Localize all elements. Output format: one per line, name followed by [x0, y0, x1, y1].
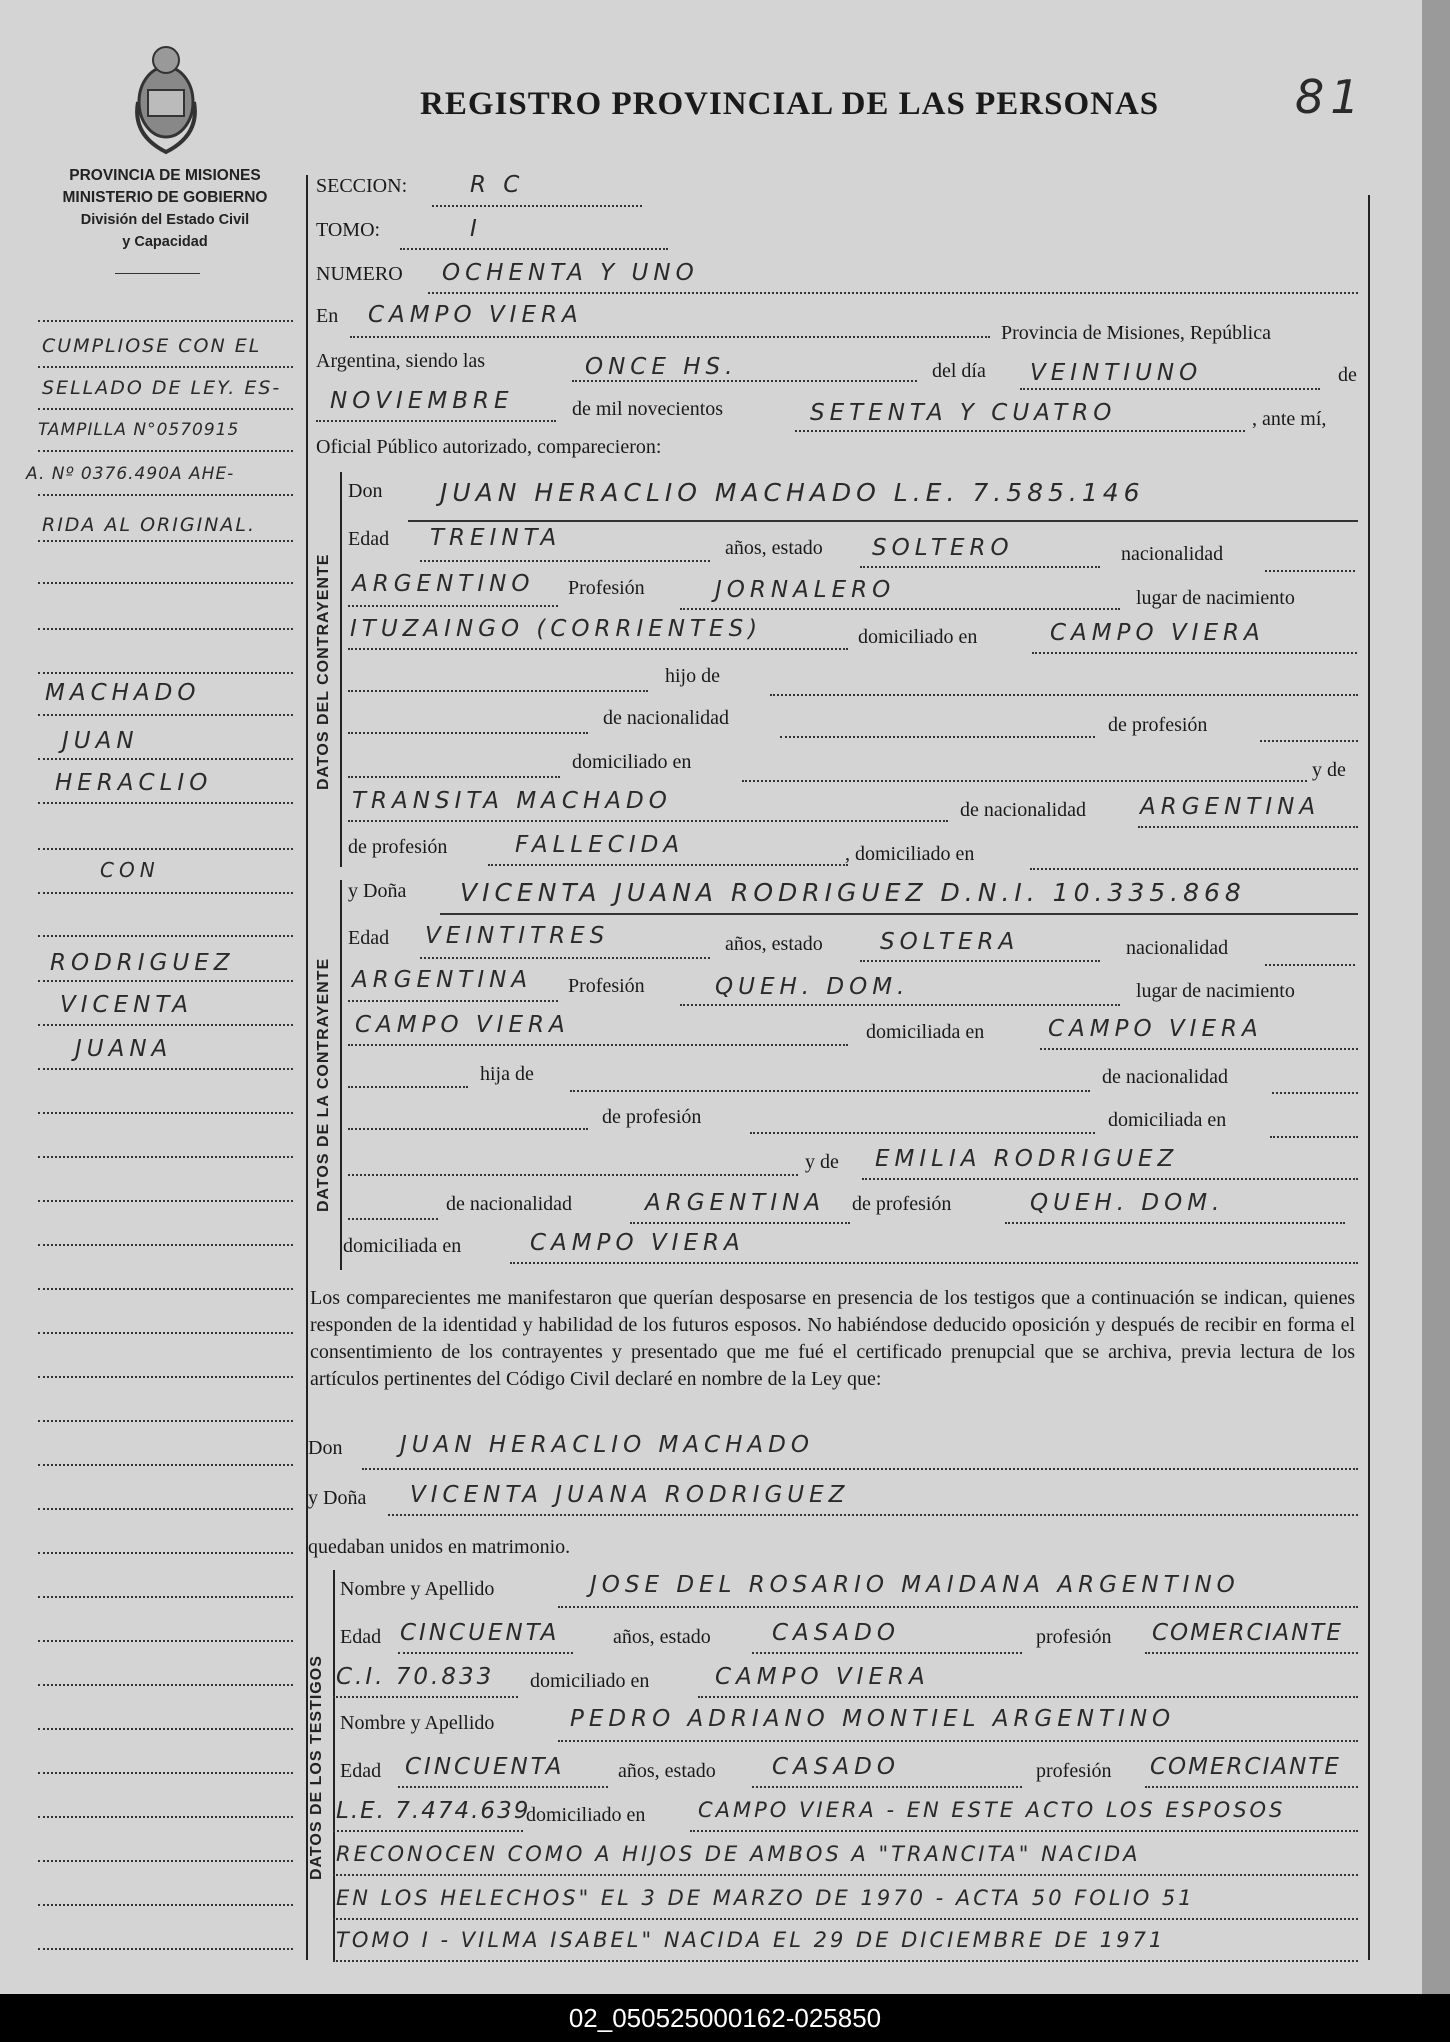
edad-label: Edad — [348, 927, 390, 949]
testigos-border — [333, 1570, 335, 1960]
domiciliado-en-label: domiciliado en — [858, 626, 978, 648]
ante-mi-text: , ante mí, — [1252, 408, 1327, 430]
declaracion-paragraph: Los comparecientes me manifestaron que querían desposarse en presencia de los testigos que a continuación se indican, quienes responden de la identidad y habilidad de los futuros esposos. No habiéndose deducido oposición y después de recibir en forma el consentimiento de los contrayentes y presentado que me fué el certificado prenupcial que se archiva, previa lectura de los artículos pertinentes del Código Civil declaré en nombre de la Ley que: — [310, 1287, 1355, 1390]
t1-edad-label: Edad — [340, 1626, 382, 1648]
declaracion-dona-label: y Doña — [308, 1487, 367, 1509]
tomo-value: I — [470, 216, 482, 242]
contrayente-profesion: JORNALERO — [715, 577, 896, 603]
profesion-label: Profesión — [568, 975, 645, 997]
margin-name: JUANA — [75, 1036, 173, 1062]
seccion-value: R C — [470, 172, 525, 198]
page-title: REGISTRO PROVINCIAL DE LAS PERSONAS — [420, 86, 1160, 122]
y-de-label: y de — [1312, 759, 1346, 781]
org-line-2: MINISTERIO DE GOBIERNO — [62, 189, 268, 206]
de-label: de — [1338, 364, 1357, 386]
org-line-4: y Capacidad — [122, 234, 208, 250]
domiciliada-en-label: domiciliada en — [866, 1021, 985, 1043]
contrayente-madre-prof: FALLECIDA — [515, 832, 685, 858]
hora-value: ONCE HS. — [585, 354, 738, 380]
contrayente-lugar-nac: ITUZAINGO (CORRIENTES) — [350, 616, 763, 642]
mes-value: NOVIEMBRE — [330, 388, 514, 414]
argentina-text: Argentina, siendo las — [316, 350, 486, 372]
lugar-nac-label: lugar de nacimiento — [1136, 587, 1295, 609]
nacionalidad-label: nacionalidad — [1126, 937, 1229, 959]
org-underline — [115, 273, 200, 274]
t1-prof-label: profesión — [1036, 1626, 1112, 1648]
anios-estado-label: años, estado — [725, 537, 823, 559]
mil-text: de mil novecientos — [572, 398, 724, 420]
contrayente-madre-nac: ARGENTINA — [1140, 794, 1321, 820]
contrayenta-madre-dom: CAMPO VIERA — [530, 1230, 745, 1256]
dia-value: VEINTIUNO — [1030, 360, 1203, 386]
t1-nombre-label: Nombre y Apellido — [340, 1578, 495, 1600]
t2-note-line: TOMO I - VILMA ISABEL" NACIDA EL 29 DE DICIEMBRE DE 1971 — [336, 1928, 1166, 1952]
margin-note-line: A. Nº 0376.490A AHE- — [26, 464, 235, 484]
contrayenta-section-label: DATOS DE LA CONTRAYENTE — [315, 957, 332, 1212]
contrayente-domicilio: CAMPO VIERA — [1050, 620, 1265, 646]
anios-estado-label: años, estado — [725, 933, 823, 955]
y-de-label: y de — [805, 1151, 839, 1173]
contrayenta-profesion: QUEH. DOM. — [715, 974, 910, 1000]
contrayente-nombre: JUAN HERACLIO MACHADO L.E. 7.585.146 — [440, 478, 1145, 507]
contrayenta-madre: EMILIA RODRIGUEZ — [875, 1146, 1179, 1172]
contrayente-edad: TREINTA — [430, 525, 562, 551]
margin-note-line: CUMPLIOSE CON EL — [42, 335, 262, 357]
padre-prof-label: de profesión — [602, 1106, 702, 1128]
declaracion-cierre: quedaban unidos en matrimonio. — [308, 1536, 571, 1558]
contrayenta-madre-nac: ARGENTINA — [645, 1190, 826, 1216]
t1-edad: CINCUENTA — [400, 1620, 560, 1646]
t2-note-line: EN LOS HELECHOS" EL 3 DE MARZO DE 1970 - ACTA 50 FOLIO 51 — [336, 1886, 1195, 1910]
contrayenta-estado: SOLTERA — [880, 929, 1020, 955]
page-edge — [1422, 0, 1450, 1994]
margin-name: HERACLIO — [55, 770, 213, 796]
declaracion-dona: VICENTA JUANA RODRIGUEZ — [410, 1482, 850, 1508]
declaracion-don-label: Don — [308, 1437, 343, 1459]
padre-profesion-label: de profesión — [1108, 714, 1208, 736]
t2-edad: CINCUENTA — [405, 1754, 565, 1780]
padre-domicilio-label: domiciliado en — [572, 751, 692, 773]
anio-value: SETENTA Y CUATRO — [810, 400, 1117, 426]
madre-dom-label: , domiciliado en — [845, 843, 975, 865]
scan-code: 02_050525000162-025850 — [0, 1994, 1450, 2042]
contrayente-estado: SOLTERO — [872, 535, 1014, 561]
contrayente-nacionalidad: ARGENTINO — [352, 571, 535, 597]
contrayente-madre: TRANSITA MACHADO — [352, 788, 672, 814]
contrayenta-edad: VEINTITRES — [425, 923, 610, 949]
madre-prof-label: de profesión — [348, 836, 448, 858]
lugar-value: CAMPO VIERA — [368, 302, 583, 328]
madre-dom-label: domiciliada en — [343, 1235, 462, 1257]
madre-prof-label: de profesión — [852, 1193, 952, 1215]
dona-label: y Doña — [348, 880, 407, 902]
padre-nacionalidad-label: de nacionalidad — [603, 707, 730, 729]
t2-note-line: RECONOCEN COMO A HIJOS DE AMBOS A "TRANCITA" NACIDA — [336, 1842, 1141, 1866]
numero-value: OCHENTA Y UNO — [442, 260, 699, 286]
margin-note-line: TAMPILLA N°0570915 — [38, 420, 240, 440]
margin-note-line: RIDA AL ORIGINAL. — [42, 514, 257, 536]
t1-nombre: JOSE DEL ROSARIO MAIDANA ARGENTINO — [590, 1572, 1240, 1598]
org-line-3: División del Estado Civil — [80, 212, 250, 228]
contrayenta-lugar-nac: CAMPO VIERA — [355, 1012, 570, 1038]
margin-note-line: SELLADO DE LEY. ES- — [42, 377, 282, 399]
hija-de-label: hija de — [480, 1063, 534, 1085]
seccion-label: SECCION: — [316, 175, 408, 197]
t2-estado: CASADO — [772, 1754, 900, 1780]
t1-estado: CASADO — [772, 1620, 900, 1646]
lugar-nac-label: lugar de nacimiento — [1136, 980, 1295, 1002]
page-number: 81 — [1295, 70, 1366, 124]
hijo-de-label: hijo de — [665, 665, 720, 687]
madre-nac-label: de nacionalidad — [446, 1193, 573, 1215]
nacionalidad-label: nacionalidad — [1121, 543, 1224, 565]
padre-nac-label: de nacionalidad — [1102, 1066, 1229, 1088]
t2-dom: CAMPO VIERA - EN ESTE ACTO LOS ESPOSOS — [698, 1798, 1286, 1822]
margin-name: MACHADO — [45, 680, 201, 706]
t1-dom-label: domiciliado en — [530, 1670, 650, 1692]
provincia-text: Provincia de Misiones, República — [1001, 322, 1271, 344]
contrayente-section-label: DATOS DEL CONTRAYENTE — [315, 553, 332, 790]
declaracion-don: JUAN HERACLIO MACHADO — [400, 1432, 814, 1458]
en-label: En — [316, 305, 339, 327]
org-header — [30, 165, 300, 253]
coat-of-arms-icon — [128, 40, 204, 158]
t1-doc: C.I. 70.833 — [336, 1664, 495, 1690]
contrayenta-nacionalidad: ARGENTINA — [352, 967, 533, 993]
t1-prof: COMERCIANTE — [1152, 1620, 1343, 1646]
dia-label: del día — [932, 360, 986, 382]
t2-nombre-label: Nombre y Apellido — [340, 1712, 495, 1734]
tomo-label: TOMO: — [316, 219, 381, 241]
contrayenta-domicilio: CAMPO VIERA — [1048, 1016, 1263, 1042]
t1-estado-label: años, estado — [613, 1626, 711, 1648]
org-line-1: PROVINCIA DE MISIONES — [69, 167, 261, 184]
profesion-label: Profesión — [568, 577, 645, 599]
margin-name: CON — [100, 858, 160, 882]
t2-dom-label: domiciliado en — [526, 1804, 646, 1826]
edad-label: Edad — [348, 528, 390, 550]
oficial-text: Oficial Público autorizado, comparecieron: — [316, 436, 662, 458]
madre-nac-label: de nacionalidad — [960, 799, 1087, 821]
don-label: Don — [348, 480, 383, 502]
margin-name: VICENTA — [60, 992, 193, 1018]
numero-label: NUMERO — [316, 263, 403, 285]
contrayenta-nombre: VICENTA JUANA RODRIGUEZ D.N.I. 10.335.868 — [460, 878, 1246, 907]
margin-name: JUAN — [62, 728, 139, 754]
contrayenta-border — [340, 880, 342, 1270]
contrayente-border — [340, 472, 342, 867]
t2-doc: L.E. 7.474.639 — [336, 1798, 531, 1824]
t2-prof: COMERCIANTE — [1150, 1754, 1341, 1780]
t2-nombre: PEDRO ADRIANO MONTIEL ARGENTINO — [570, 1706, 1176, 1732]
main-right-border — [1368, 195, 1370, 1960]
padre-dom-label: domiciliada en — [1108, 1109, 1227, 1131]
margin-name: RODRIGUEZ — [50, 950, 235, 976]
t2-edad-label: Edad — [340, 1760, 382, 1782]
testigos-section-label: DATOS DE LOS TESTIGOS — [308, 1655, 325, 1880]
t2-prof-label: profesión — [1036, 1760, 1112, 1782]
contrayenta-madre-prof: QUEH. DOM. — [1030, 1190, 1225, 1216]
t1-dom: CAMPO VIERA — [715, 1664, 930, 1690]
t2-estado-label: años, estado — [618, 1760, 716, 1782]
